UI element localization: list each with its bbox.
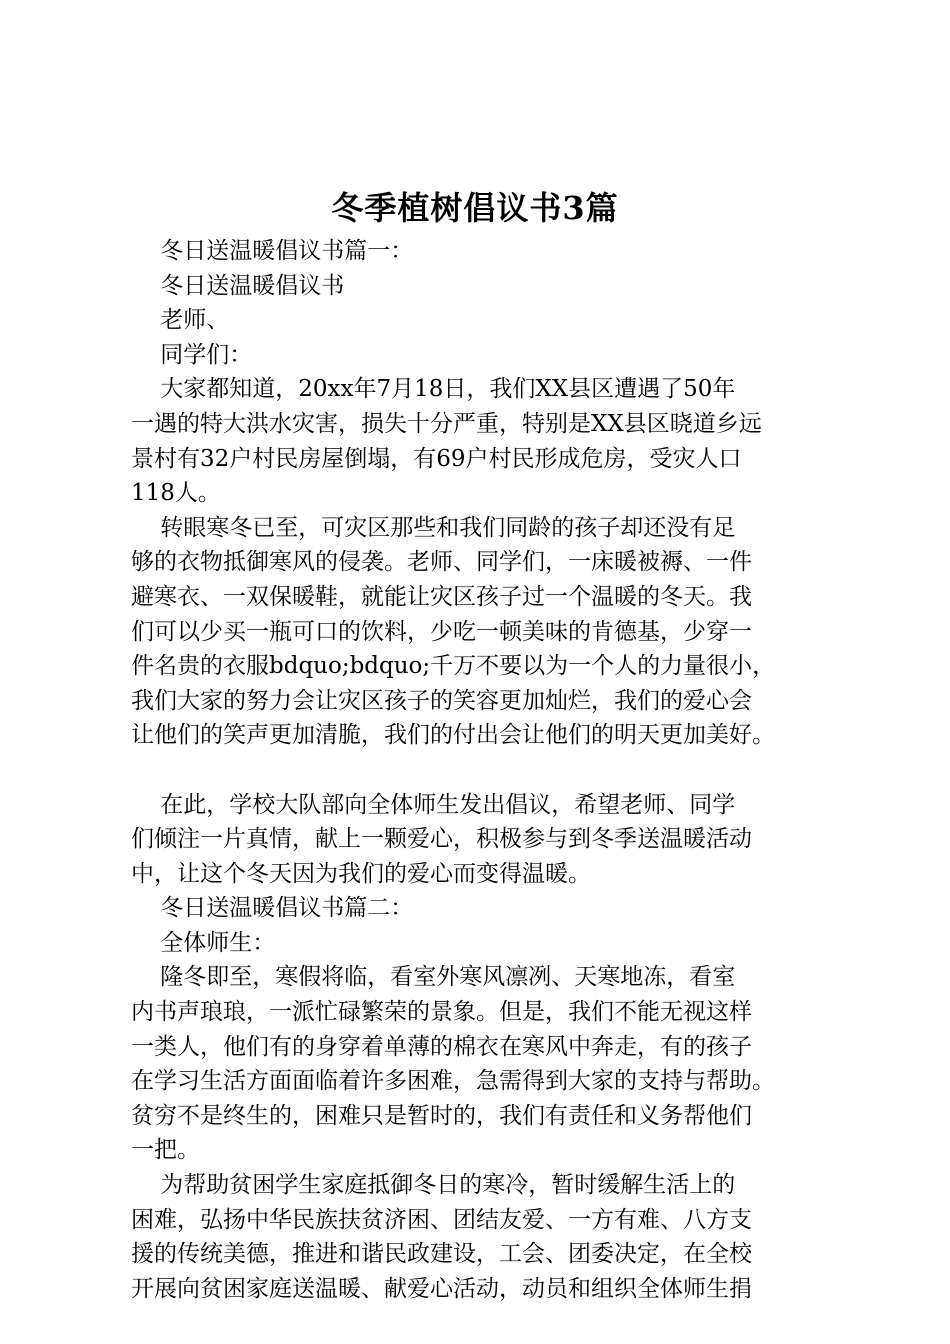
paragraph-line [131, 753, 831, 788]
paragraph-line: 老师、 [131, 307, 230, 334]
paragraph-line: 我们大家的努力会让灾区孩子的笑容更加灿烂，我们的爱心会 [131, 687, 752, 714]
paragraph-line: 冬日送温暖倡议书 [131, 272, 345, 299]
paragraph-line: 开展向贫困家庭送温暖、献爱心活动，动员和组织全体师生捐 [131, 1275, 752, 1302]
paragraph-line: 一遇的特大洪水灾害，损失十分严重，特别是XX县区晓道乡远 [131, 410, 762, 437]
paragraph-line: 避寒衣、一双保暖鞋，就能让灾区孩子过一个温暖的冬天。我 [131, 583, 752, 610]
paragraph-line: 冬日送温暖倡议书篇一： [131, 238, 414, 264]
paragraph-line: 在学习生活方面面临着许多困难，急需得到大家的支持与帮助。 [131, 1068, 775, 1095]
paragraph-line: 景村有32户村民房屋倒塌，有69户村民形成危房，受灾人口 [131, 445, 742, 472]
paragraph-line: 为帮助贫困学生家庭抵御冬日的寒冷，暂时缓解生活上的 [131, 1172, 736, 1199]
paragraph-line: 够的衣物抵御寒风的侵袭。老师、同学们，一床暖被褥、一件 [131, 549, 752, 576]
paragraph-line: 隆冬即至，寒假将临，看室外寒风凛冽、天寒地冻，看室 [131, 964, 736, 991]
paragraph-line: 一把。 [131, 1137, 200, 1164]
paragraph-line: 全体师生： [131, 929, 276, 956]
paragraph-line: 贫穷不是终生的，困难只是暂时的，我们有责任和义务帮他们 [131, 1102, 752, 1129]
paragraph-line: 冬日送温暖倡议书篇二： [131, 895, 414, 922]
paragraph-line: 同学们： [131, 341, 253, 368]
paragraph-line: 们可以少买一瓶可口的饮料，少吃一顿美味的肯德基，少穿一 [131, 618, 752, 645]
paragraph-line: 大家都知道，20xx年7月18日，我们XX县区遭遇了50年 [131, 376, 736, 403]
paragraph-line: 援的传统美德，推进和谐民政建设，工会、团委决定，在全校 [131, 1241, 752, 1268]
document-title: 冬季植树倡议书3篇 [331, 189, 619, 227]
paragraph-line: 在此，学校大队部向全体师生发出倡议，希望老师、同学 [131, 791, 736, 818]
paragraph-line: 们倾注一片真情，献上一颗爱心，积极参与到冬季送温暖活动 [131, 826, 752, 853]
paragraph-line: 件名贵的衣服bdquo;bdquo;千万不要以为一个人的力量很小， [131, 653, 776, 680]
paragraph-line: 一类人，他们有的身穿着单薄的棉衣在寒风中奔走，有的孩子 [131, 1033, 752, 1060]
paragraph-line: 让他们的笑声更加清脆，我们的付出会让他们的明天更加美好。 [131, 722, 775, 749]
paragraph-line: 118人。 [131, 480, 221, 507]
document-body [131, 234, 831, 1306]
paragraph-line: 中，让这个冬天因为我们的爱心而变得温暖。 [131, 860, 591, 887]
paragraph-line: 内书声琅琅，一派忙碌繁荣的景象。但是，我们不能无视这样 [131, 999, 752, 1026]
paragraph-line: 困难，弘扬中华民族扶贫济困、团结友爱、一方有难、八方支 [131, 1206, 752, 1233]
paragraph-line: 转眼寒冬已至，可灾区那些和我们同龄的孩子却还没有足 [131, 514, 736, 541]
